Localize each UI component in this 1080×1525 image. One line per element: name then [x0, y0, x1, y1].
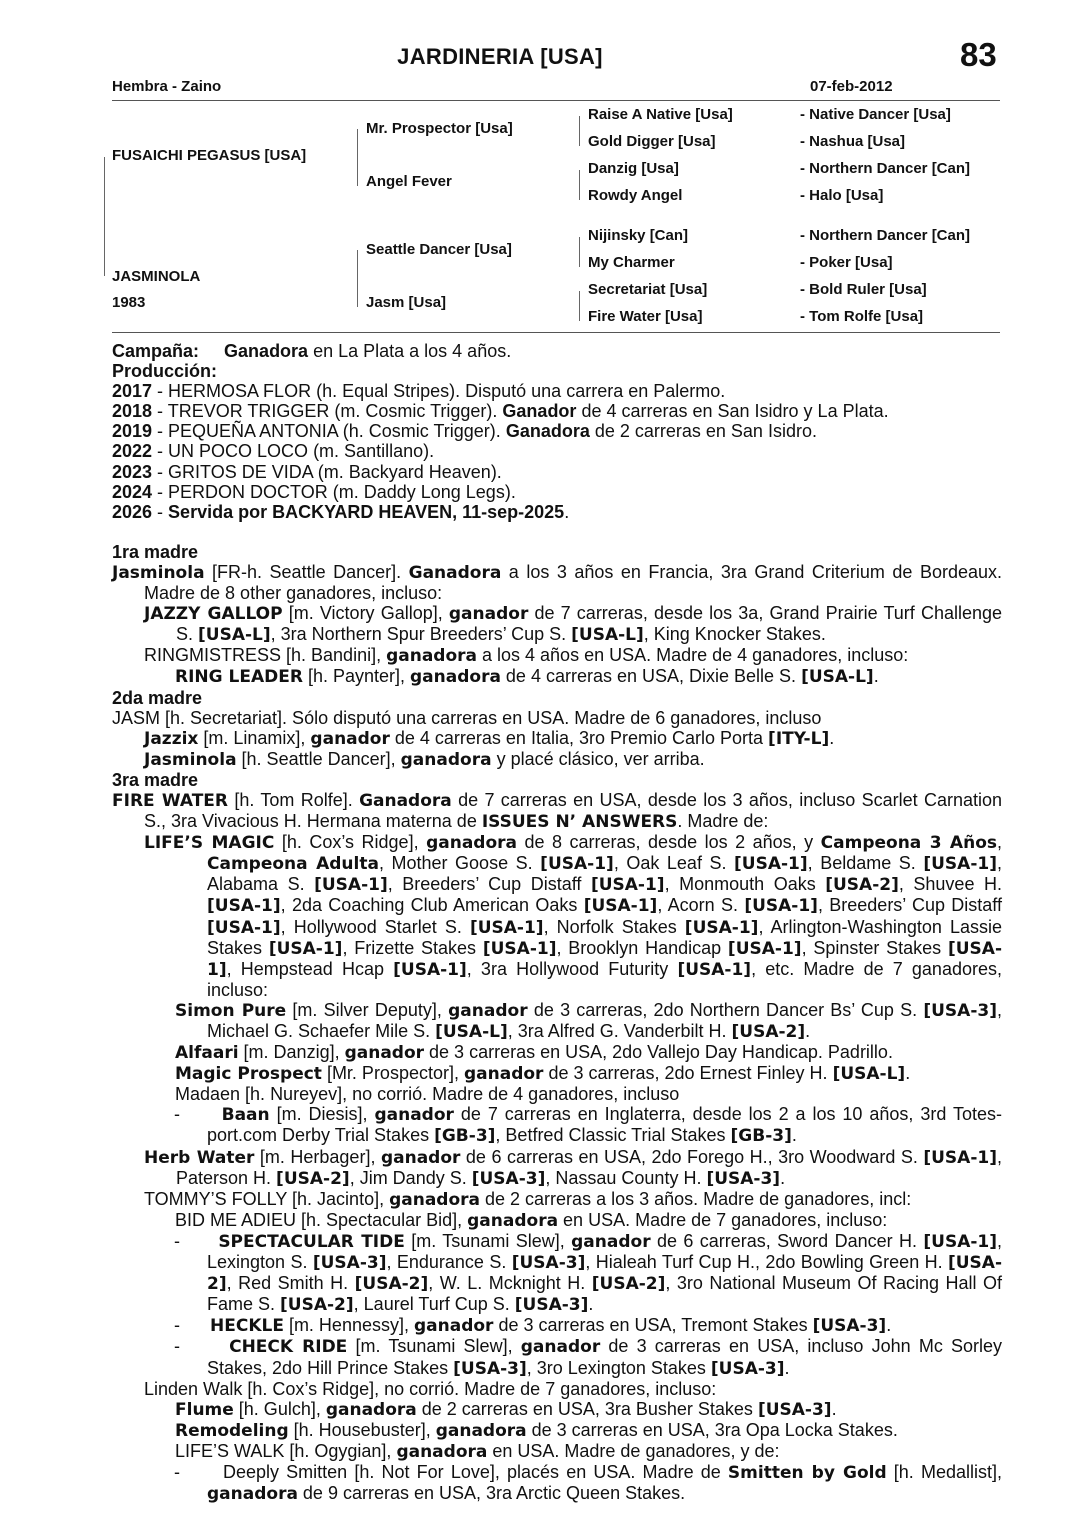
catalog-body — [112, 341, 1002, 1504]
pedigree-gen4: - Bold Ruler [Usa] — [800, 281, 927, 298]
pedigree-bracket — [579, 237, 580, 267]
pedigree-gen4: - Northern Dancer [Can] — [800, 227, 971, 244]
pedigree-gen3: Secretariat [Usa] — [588, 281, 708, 298]
first-dam-entry: Jasminola [FR-h. Seattle Dancer]. Ganadora a los 3 años en Francia, 3ra Grand Criterium de Bordeaux. Madre de 8 other ganadores, incluso: — [112, 561, 1002, 604]
pedigree-divider — [112, 332, 1000, 333]
header-divider — [112, 100, 1000, 101]
page-number: 83 — [960, 36, 997, 73]
sex-color: Hembra - Zaino — [112, 78, 222, 95]
production-label: Producción: — [112, 361, 218, 382]
pedigree-gen4: - Native Dancer [Usa] — [800, 106, 951, 123]
pedigree-bracket — [357, 250, 358, 307]
campaign-winner: Ganadora — [224, 341, 309, 361]
pedigree-bracket — [579, 116, 580, 146]
pedigree-gen3: Nijinsky [Can] — [588, 227, 689, 244]
campaign-label: Campaña: — [112, 341, 200, 361]
second-dam-entry: JASM [h. Secretariat]. Sólo disputó una carreras en USA. Madre de 6 ganadores, incluso — [112, 707, 822, 728]
produce-entry: JAZZY GALLOP [m. Victory Gallop], ganador de 7 carreras, desde los 3a, Grand Prairie Turf Challenge S. [USA-L], 3ra Northern Spur Breeders’ Cup S. [USA-L], King Knocker Stakes. — [144, 603, 1003, 646]
pedigree-gen4: - Tom Rolfe [Usa] — [800, 308, 924, 325]
pedigree-gen2: Angel Fever — [366, 173, 452, 190]
production-item: 2017 - HERMOSA FLOR (h. Equal Stripes). Disputó una carrera en Palermo. — [112, 381, 726, 402]
production-item: 2026 - Servida por BACKYARD HEAVEN, 11-sep-2025. — [112, 501, 570, 522]
pedigree-gen4: - Nashua [Usa] — [800, 133, 906, 150]
produce-entry: - Deeply Smitten [h. Not For Love], placés en USA. Madre de Smitten by Gold [h. Medallist], ganadora de 9 carreras en USA, 3ra Arctic Queen Stakes. — [174, 1461, 1002, 1505]
production-item: 2023 - GRITOS DE VIDA (m. Backyard Heaven). — [112, 461, 502, 482]
produce-entry: TOMMY’S FOLLY [h. Jacinto], ganadora de 2 carreras a los 3 años. Madre de ganadores, incl: — [144, 1188, 912, 1210]
pedigree-bracket — [579, 291, 580, 321]
produce-entry: LIFE’S MAGIC [h. Cox’s Ridge], ganadora de 8 carreras, desde los 2 años, y Campeona 3 Años, Campeona Adulta, Mother Goose S. [USA-1], Oak Leaf S. [USA-1], Beldame S. [USA-1], Alabama S. [USA-1], Breeders’ Cup Distaff [USA-1], Monmouth Oaks [USA-2], Shuvee H. [USA-1], 2da Coaching Club American Oaks [USA-1], Acorn S. [USA-1], Breeders’ Cup Distaff [USA-1], Hollywood Starlet S. [USA-1], Norfolk Stakes [USA-1], Arlington-Washington Lassie Stakes [USA-1], Frizette Stakes [USA-1], Brooklyn Handicap [USA-1], Spinster Stakes [USA-1], Hempstead Hcap [USA-1], 3ra Hollywood Futurity [USA-1], etc. Madre de 7 ganadores, incluso: — [144, 832, 1003, 1000]
pedigree-gen2: Mr. Prospector [Usa] — [366, 120, 513, 137]
produce-entry: - HECKLE [m. Hennessy], ganador de 3 carreras en USA, Tremont Stakes [USA-3]. — [174, 1315, 892, 1337]
pedigree-bracket — [579, 170, 580, 200]
produce-entry: Jasminola [h. Seattle Dancer], ganadora y placé clásico, ver arriba. — [144, 748, 705, 770]
pedigree-gen3: Gold Digger [Usa] — [588, 133, 716, 150]
production-item: 2019 - PEQUEÑA ANTONIA (h. Cosmic Trigger). Ganadora de 2 carreras en San Isidro. — [112, 421, 817, 442]
produce-entry: Linden Walk [h. Cox’s Ridge], no corrió. Madre de 7 ganadores, incluso: — [144, 1378, 717, 1399]
first-dam-heading: 1ra madre — [112, 541, 199, 562]
pedigree-gen3: Raise A Native [Usa] — [588, 106, 733, 123]
produce-entry: Jazzix [m. Linamix], ganador de 4 carreras en Italia, 3ro Premio Carlo Porta [ITY-L]. — [144, 727, 835, 749]
pedigree-gen2: Seattle Dancer [Usa] — [366, 241, 512, 258]
produce-entry: Herb Water [m. Herbager], ganador de 6 carreras en USA, 2do Forego H., 3ro Woodward S. [USA-1], Paterson H. [USA-2], Jim Dandy S. [USA-3], Nassau County H. [USA-3]. — [144, 1146, 1002, 1189]
produce-entry: BID ME ADIEU [h. Spectacular Bid], ganadora en USA. Madre de 7 ganadores, incluso: — [175, 1209, 888, 1231]
third-dam-entry: FIRE WATER [h. Tom Rolfe]. Ganadora de 7 carreras en USA, desde los 3 años, incluso Scarlet Carnation S., 3ra Vivacious H. Hermana materna de ISSUES N’ ANSWERS. Madre de: — [112, 789, 1003, 833]
pedigree-gen4: - Poker [Usa] — [800, 254, 893, 271]
produce-entry: Alfaari [m. Danzig], ganador de 3 carreras en USA, 2do Vallejo Day Handicap. Padrillo. — [175, 1042, 893, 1064]
third-dam-heading: 3ra madre — [112, 769, 199, 790]
pedigree-gen3: Fire Water [Usa] — [588, 308, 703, 325]
birth-date: 07-feb-2012 — [810, 78, 893, 95]
produce-entry: Magic Prospect [Mr. Prospector], ganador de 3 carreras, 2do Ernest Finley H. [USA-L]. — [175, 1063, 911, 1085]
pedigree-gen2: Jasm [Usa] — [366, 294, 447, 311]
production-item: 2018 - TREVOR TRIGGER (m. Cosmic Trigger). Ganador de 4 carreras en San Isidro y La Plata. — [112, 401, 889, 422]
pedigree-gen3: My Charmer — [588, 254, 675, 271]
campaign-line — [112, 341, 1002, 361]
produce-entry: Madaen [h. Nureyev], no corrió. Madre de 4 ganadores, incluso — [175, 1084, 680, 1105]
produce-entry: Remodeling [h. Housebuster], ganadora de 3 carreras en USA, 3ra Opa Locka Stakes. — [175, 1419, 898, 1441]
pedigree-gen3: Danzig [Usa] — [588, 160, 679, 177]
campaign-text: en La Plata a los 4 años. — [308, 341, 512, 361]
produce-entry: Simon Pure [m. Silver Deputy], ganador de 3 carreras, 2do Northern Dancer Bs’ Cup S. [USA-3], Michael G. Schaefer Mile S. [USA-L], 3ra Alfred G. Vanderbilt H. [USA-2]. — [175, 999, 1003, 1042]
produce-entry: - SPECTACULAR TIDE [m. Tsunami Slew], ganador de 6 carreras, Sword Dancer H. [USA-1], Lexington S. [USA-3], Endurance S. [USA-3], Hialeah Turf Cup H., 2do Bowling Green H. [USA-2], Red Smith H. [USA-2], W. L. Mcknight H. [USA-2], 3ro National Museum Of Racing Hall Of Fame S. [USA-2], Laurel Turf Cup S. [USA-3]. — [174, 1230, 1003, 1316]
produce-entry: RINGMISTRESS [h. Bandini], ganadora a los 4 años en USA. Madre de 4 ganadores, incluso: — [144, 645, 909, 667]
second-dam-heading: 2da madre — [112, 687, 203, 708]
pedigree-bracket — [357, 129, 358, 186]
page-title: JARDINERIA [USA] — [397, 44, 603, 69]
produce-entry: Flume [h. Gulch], ganadora de 2 carreras en USA, 3ra Busher Stakes [USA-3]. — [175, 1398, 837, 1420]
dam-name: JASMINOLA — [112, 268, 201, 285]
produce-entry: - CHECK RIDE [m. Tsunami Slew], ganador de 3 carreras en USA, incluso John Mc Sorley Stakes, 2do Hill Prince Stakes [USA-3], 3ro Lexington Stakes [USA-3]. — [174, 1336, 1003, 1379]
pedigree-gen4: - Halo [Usa] — [800, 187, 884, 204]
produce-entry: LIFE’S WALK [h. Ogygian], ganadora en USA. Madre de ganadores, y de: — [175, 1440, 780, 1462]
dam-year: 1983 — [112, 294, 146, 311]
sire-name: FUSAICHI PEGASUS [USA] — [112, 147, 307, 164]
pedigree-bracket — [104, 157, 105, 276]
production-item: 2024 - PERDON DOCTOR (m. Daddy Long Legs). — [112, 481, 516, 502]
pedigree-gen4: - Northern Dancer [Can] — [800, 160, 971, 177]
production-item: 2022 - UN POCO LOCO (m. Santillano). — [112, 441, 435, 462]
produce-entry: - Baan [m. Diesis], ganador de 7 carreras en Inglaterra, desde los 2 a los 10 años, 3rd Totes- port.com Derby Trial Stakes [GB-3], Betfred Classic Trial Stakes [GB-3]. — [174, 1104, 1002, 1147]
produce-entry: RING LEADER [h. Paynter], ganadora de 4 carreras en USA, Dixie Belle S. [USA-L]. — [175, 666, 879, 688]
pedigree-gen3: Rowdy Angel — [588, 187, 683, 204]
